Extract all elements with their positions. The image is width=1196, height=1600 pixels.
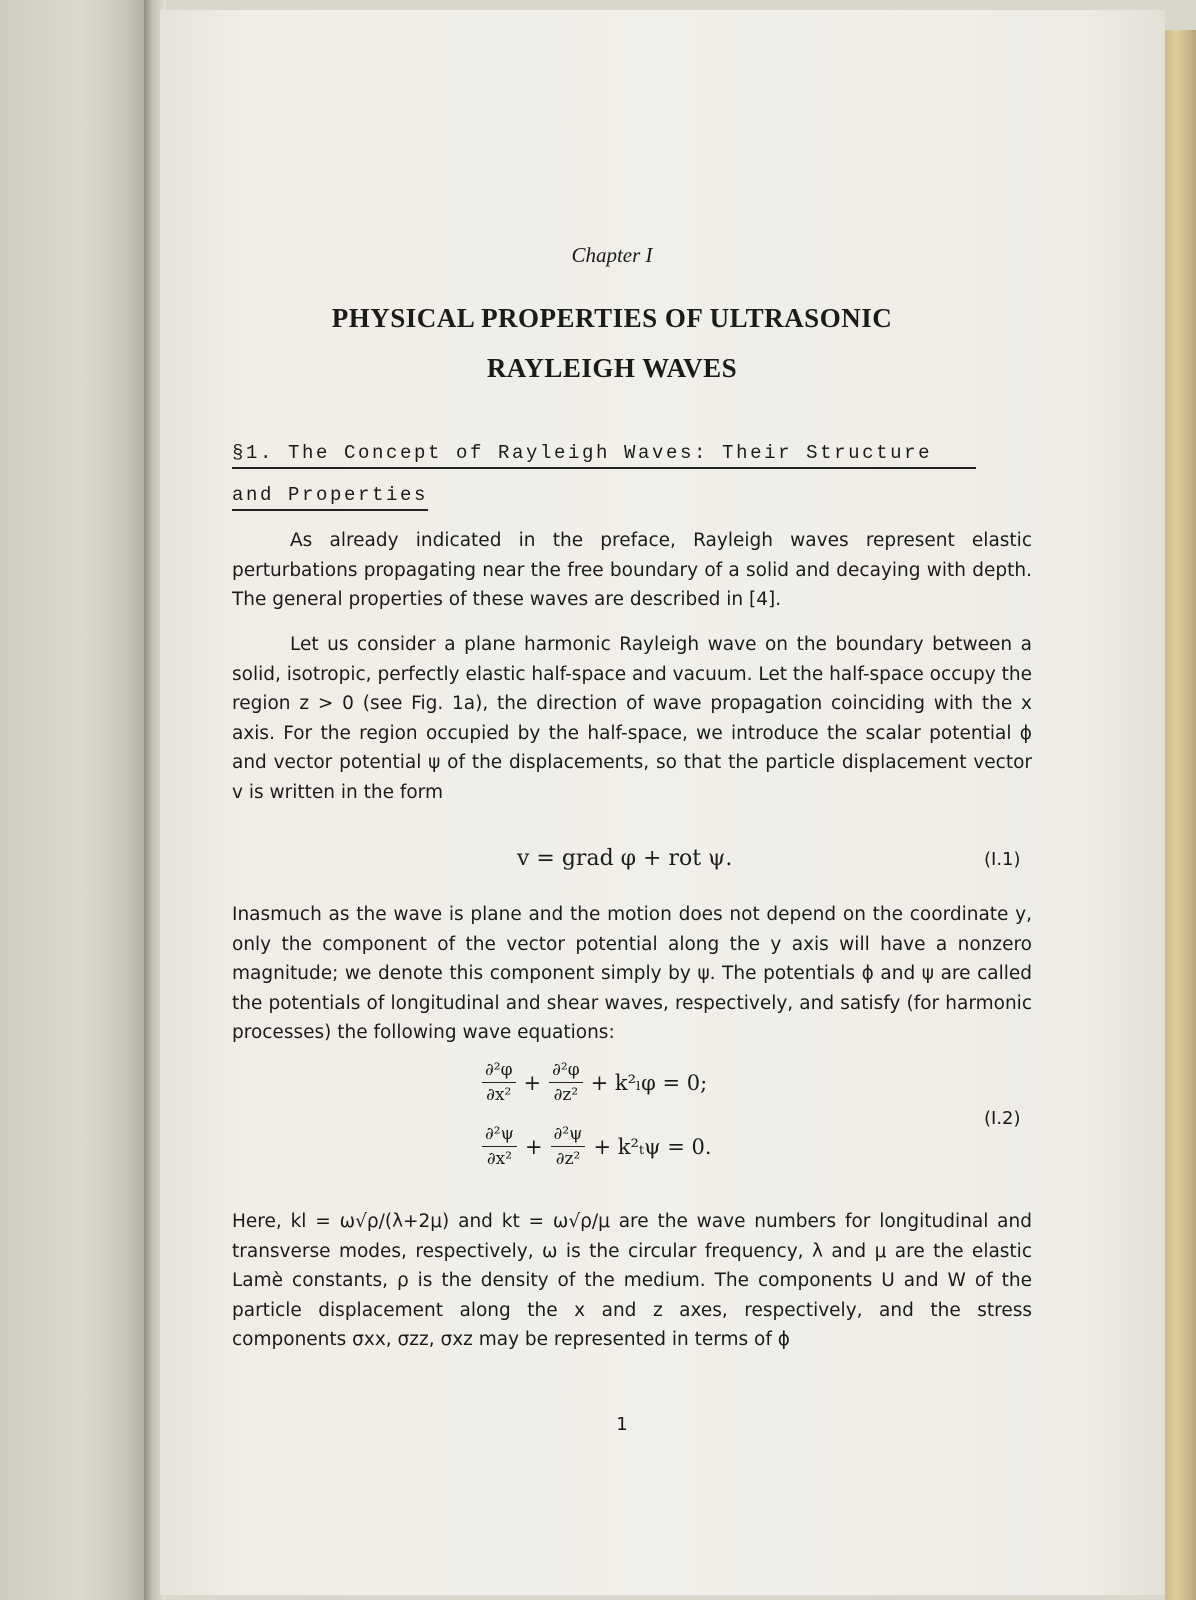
chapter-label: Chapter I	[571, 243, 653, 267]
facing-page	[0, 0, 150, 1600]
equation-2-row2: $\frac{\text{∂²ψ}}{\text{∂x²}}$ + $\frac{\text{∂²ψ}}{\text{∂z²}}$ + k²ₜψ = 0.	[482, 1124, 712, 1169]
section-heading-line2: and Properties	[232, 484, 428, 511]
paragraph-definitions: Here, kl = ω√ρ/(λ+2μ) and kt = ω√ρ/μ are the wave numbers for longitudinal and transverse modes, respectively, ω is the circular frequency, λ and μ are the elastic Lamè constants, ρ is the density of the medium. The components U and W of the particle displacement along the x and z axes, respectively, and the stress components σxx, σzz, σxz may be represented in terms of ϕ	[232, 1211, 1032, 1350]
paragraph-intro: As already indicated in the preface, Rayleigh waves represent elastic perturbations propagating near the free boundary of a solid and decaying with depth. The general properties of these waves are described in [4].	[232, 530, 1032, 610]
paragraph-setup: Let us consider a plane harmonic Rayleigh wave on the boundary between a solid, isotropic, perfectly elastic half-space and vacuum. Let the half-space occupy the region z > 0 (see Fig. 1a), the direction of wave propagation coinciding with the x axis. For the region occupied by the half-space, we introduce the scalar potential ϕ and vector potential ψ of the displacements, so that the particle displacement vector v is written in the form	[232, 634, 1032, 803]
equation-2-number: (I.2)	[984, 1108, 1021, 1129]
fraction: $\frac{\text{∂²φ}}{\text{∂z²}}$	[549, 1060, 583, 1105]
fraction: $\frac{\text{∂²ψ}}{\text{∂x²}}$	[482, 1124, 517, 1169]
fraction: $\frac{\text{∂²φ}}{\text{∂x²}}$	[482, 1060, 516, 1105]
page-number: 1	[616, 1414, 628, 1435]
equation-2-row1: $\frac{\text{∂²φ}}{\text{∂x²}}$ + $\frac{\text{∂²φ}}{\text{∂z²}}$ + k²ₗφ = 0;	[482, 1060, 707, 1105]
page-edges	[1165, 30, 1196, 1600]
chapter-title-line2: RAYLEIGH WAVES	[486, 353, 738, 383]
section-heading-line1: §1. The Concept of Rayleigh Waves: Their Structure	[232, 442, 976, 469]
equation-1-number: (I.1)	[984, 849, 1021, 870]
chapter-title-line1: PHYSICAL PROPERTIES OF ULTRASONIC	[331, 303, 893, 333]
paragraph-potentials: Inasmuch as the wave is plane and the motion does not depend on the coordinate y, only the component of the vector potential along the y axis will have a nonzero magnitude; we denote this component simply by ψ. The potentials ϕ and ψ are called the potentials of longitudinal and shear waves, respectively, and satisfy (for harmonic processes) the following wave equations:	[232, 904, 1032, 1043]
equation-1: v = grad φ + rot ψ.	[517, 846, 733, 871]
fraction: $\frac{\text{∂²ψ}}{\text{∂z²}}$	[551, 1124, 586, 1169]
